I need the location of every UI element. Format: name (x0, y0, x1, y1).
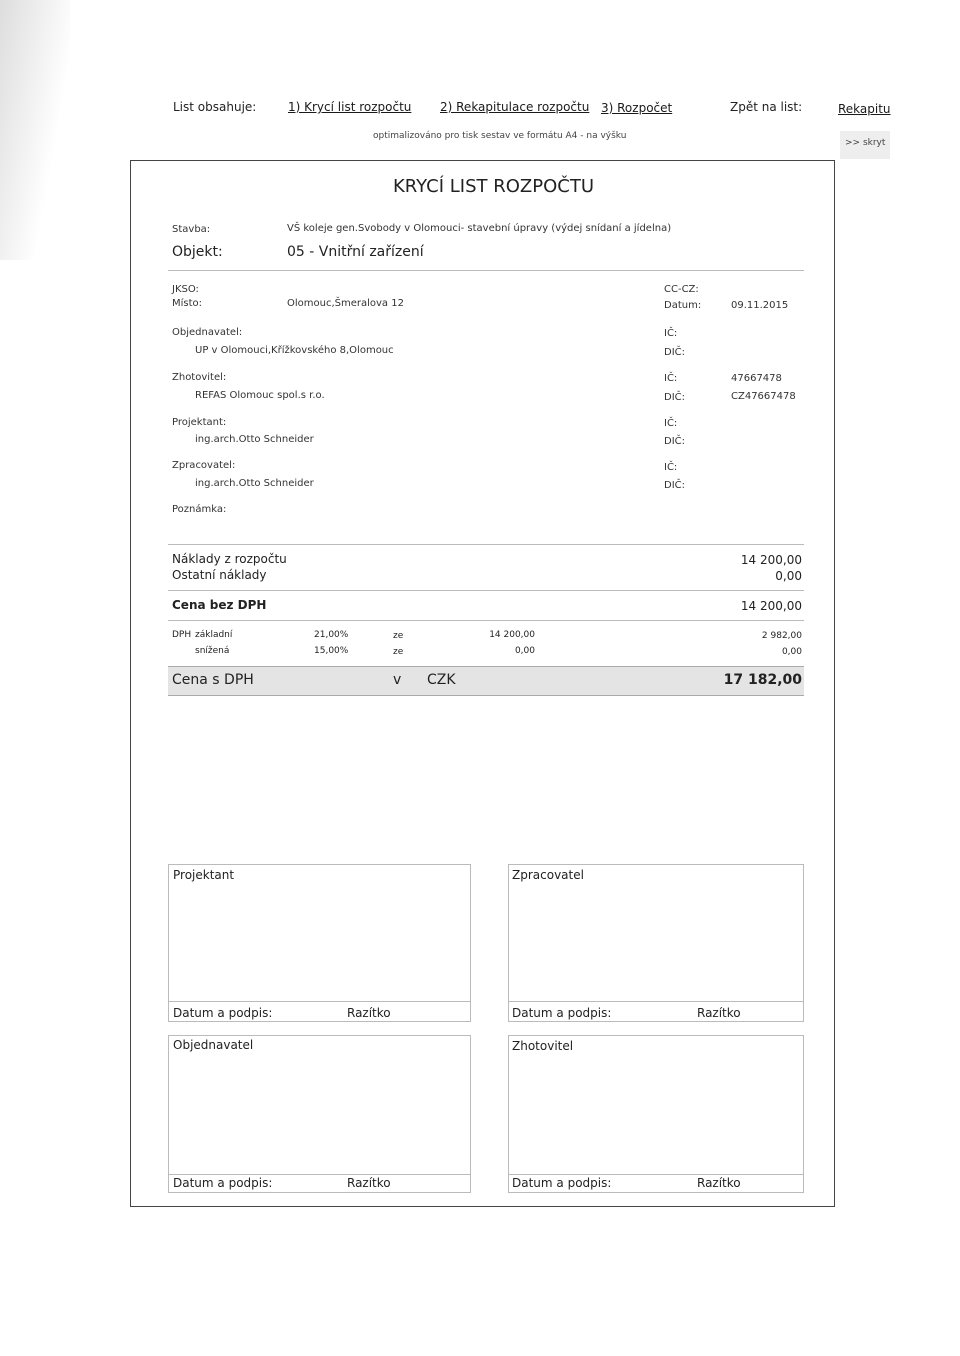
projektant-dic-label: DIČ: (664, 436, 686, 447)
divider (168, 590, 804, 591)
divider (168, 544, 804, 545)
projektant-value: ing.arch.Otto Schneider (195, 434, 314, 445)
objekt-label: Objekt: (172, 244, 223, 260)
signature-box-projektant (168, 864, 471, 1022)
total-value: 17 182,00 (723, 672, 802, 688)
zhotovitel-dic: CZ47667478 (731, 391, 796, 402)
divider (509, 1001, 803, 1002)
nav-label: List obsahuje: (173, 100, 257, 114)
dph-type: snížená (195, 646, 230, 656)
divider (169, 1174, 470, 1175)
objednavatel-label: Objednavatel: (172, 327, 243, 338)
dph-base: 0,00 (514, 646, 535, 656)
signature-box-zhotovitel (508, 1035, 804, 1193)
dph-ze: ze (393, 631, 404, 641)
signature-stamp-label: Razítko (347, 1006, 391, 1020)
signature-box-objednavatel (168, 1035, 471, 1193)
objekt-value: 05 - Vnitřní zařízení (287, 244, 424, 260)
dph-label: DPH (172, 630, 192, 640)
zhotovitel-label: Zhotovitel: (172, 372, 227, 383)
naklady-value: 14 200,00 (740, 553, 802, 567)
zpracovatel-dic-label: DIČ: (664, 480, 686, 491)
scan-shadow (0, 0, 70, 260)
datum-value: 09.11.2015 (731, 300, 789, 311)
signature-stamp-label: Razítko (697, 1176, 741, 1190)
zhotovitel-dic-label: DIČ: (664, 392, 686, 403)
dph-rate: 15,00% (314, 646, 349, 656)
dph-amount: 0,00 (781, 647, 802, 657)
zpracovatel-ic-label: IČ: (664, 462, 678, 473)
projektant-ic-label: IČ: (664, 418, 678, 429)
link-kryci-list[interactable]: 1) Krycí list rozpočtu (288, 100, 412, 114)
total-v: v (393, 672, 402, 688)
objednavatel-dic-label: DIČ: (664, 347, 686, 358)
signature-date-label: Datum a podpis: (512, 1006, 612, 1020)
cc-cz-label: CC-CZ: (664, 284, 699, 295)
zhotovitel-ic: 47667478 (731, 373, 782, 384)
stavba-value: VŠ koleje gen.Svobody v Olomouci- stavební úpravy (výdej snídaní a jídelna) (287, 223, 672, 234)
ostatni-label: Ostatní náklady (172, 568, 267, 582)
misto-value: Olomouc,Šmeralova 12 (287, 298, 404, 309)
projektant-label: Projektant: (172, 417, 227, 428)
signature-date-label: Datum a podpis: (173, 1176, 273, 1190)
poznamka-label: Poznámka: (172, 504, 227, 515)
print-note: optimalizováno pro tisk sestav ve formátu A4 - na výšku (373, 131, 627, 141)
zhotovitel-ic-label: IČ: (664, 373, 678, 384)
jkso-label: JKSO: (172, 284, 199, 295)
link-back-rekapitulace[interactable]: Rekapitu (838, 102, 891, 116)
bez-dph-value: 14 200,00 (740, 599, 802, 613)
stavba-label: Stavba: (172, 224, 211, 235)
back-label: Zpět na list: (730, 100, 803, 114)
signature-title: Zhotovitel (512, 1039, 574, 1053)
misto-label: Místo: (172, 298, 203, 309)
dph-rate: 21,00% (314, 630, 349, 640)
signature-date-label: Datum a podpis: (173, 1006, 273, 1020)
objednavatel-ic-label: IČ: (664, 328, 678, 339)
ostatni-value: 0,00 (775, 569, 802, 583)
zpracovatel-value: ing.arch.Otto Schneider (195, 478, 314, 489)
link-rekapitulace[interactable]: 2) Rekapitulace rozpočtu (440, 100, 590, 114)
signature-title: Zpracovatel (512, 868, 584, 882)
bez-dph-label: Cena bez DPH (172, 598, 267, 612)
page-title: KRYCÍ LIST ROZPOČTU (393, 176, 595, 197)
dph-amount: 2 982,00 (761, 631, 802, 641)
divider (509, 1174, 803, 1175)
signature-stamp-label: Razítko (347, 1176, 391, 1190)
divider (169, 1001, 470, 1002)
dph-type: základní (195, 630, 233, 640)
hide-link[interactable]: >> skryt (845, 138, 886, 148)
divider (168, 270, 804, 271)
zhotovitel-value: REFAS Olomouc spol.s r.o. (195, 390, 325, 401)
total-currency: CZK (427, 672, 456, 688)
zpracovatel-label: Zpracovatel: (172, 460, 236, 471)
dph-ze: ze (393, 647, 404, 657)
link-rozpocet[interactable]: 3) Rozpočet (601, 101, 673, 115)
signature-title: Objednavatel (173, 1038, 254, 1052)
total-label: Cena s DPH (172, 672, 254, 688)
datum-label: Datum: (664, 300, 702, 311)
signature-stamp-label: Razítko (697, 1006, 741, 1020)
signature-title: Projektant (173, 868, 235, 882)
divider (168, 620, 804, 621)
naklady-label: Náklady z rozpočtu (172, 552, 287, 566)
signature-box-zpracovatel (508, 864, 804, 1022)
signature-date-label: Datum a podpis: (512, 1176, 612, 1190)
dph-base: 14 200,00 (489, 630, 535, 640)
objednavatel-value: UP v Olomouci,Křížkovského 8,Olomouc (195, 345, 394, 356)
